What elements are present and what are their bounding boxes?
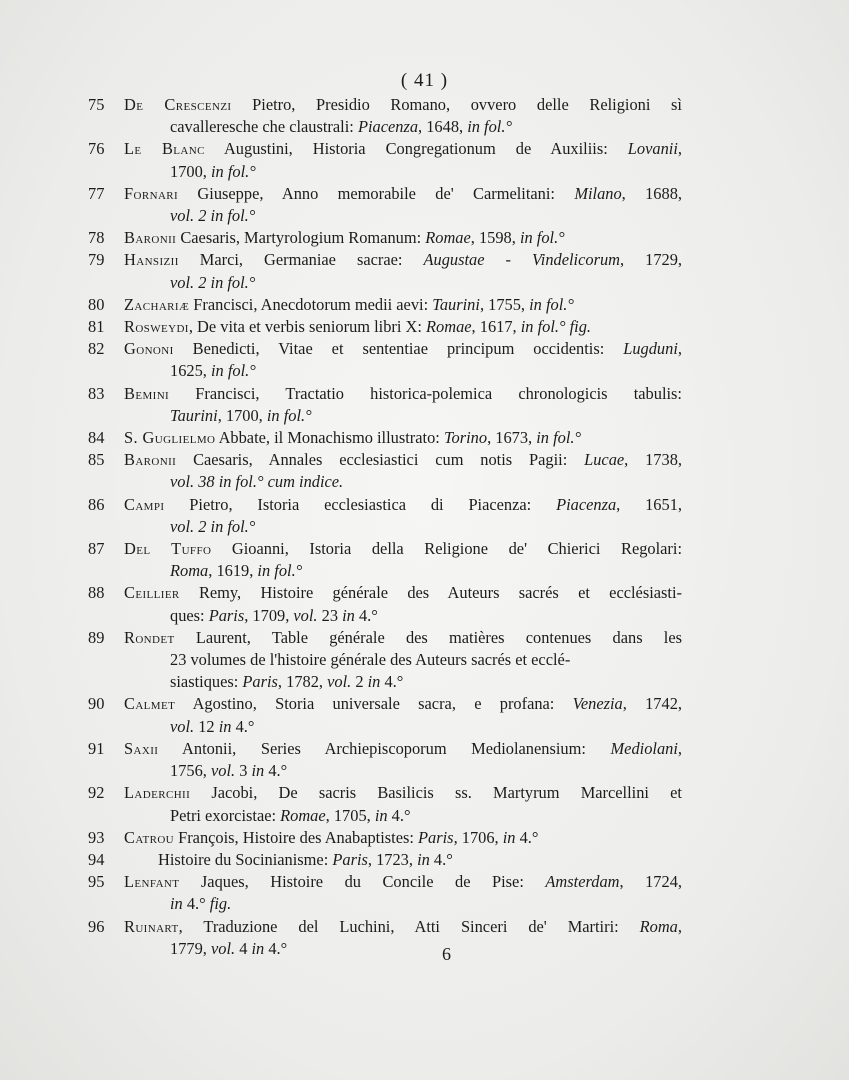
catalogue-entry xyxy=(88,249,682,293)
entry-line xyxy=(88,449,682,471)
entry-text: Francisci, Tractatio historica-polemica chronologicis tabulis: xyxy=(169,383,682,403)
italic-text: in xyxy=(374,805,388,825)
entry-text: 4.° xyxy=(264,761,288,781)
entry-line xyxy=(88,849,682,871)
entry-line xyxy=(88,205,682,227)
entry-text: , 1617, xyxy=(471,317,521,337)
catalogue-entry xyxy=(88,693,682,737)
italic-text: Venezia xyxy=(572,694,623,714)
italic-text: Taurini xyxy=(170,405,218,425)
catalogue-entry xyxy=(88,183,682,227)
entry-line xyxy=(88,138,682,160)
entry-text: , xyxy=(677,738,682,758)
entry-text: ques: xyxy=(170,605,209,625)
italic-text: in fol.° xyxy=(519,228,565,248)
entry-text: 4.° xyxy=(380,672,404,692)
italic-text: Lucae xyxy=(584,450,625,470)
author-name: Baronii xyxy=(124,450,177,470)
italic-text: Piacenza xyxy=(556,494,617,514)
entry-text: 4.° xyxy=(231,716,255,736)
entry-number: 78 xyxy=(88,228,105,248)
entry-number: 96 xyxy=(88,916,105,936)
entry-text: , Traduzione del Luchini, Atti Sinceri de' Martiri: xyxy=(178,916,640,936)
italic-text: in xyxy=(170,894,183,914)
entry-number: 83 xyxy=(88,383,105,403)
entry-text: 4.° xyxy=(429,849,453,869)
entry-line xyxy=(88,782,682,804)
entry-number: 88 xyxy=(88,583,105,603)
italic-text: in xyxy=(367,672,381,692)
entry-line xyxy=(88,893,682,915)
entry-line xyxy=(88,405,682,427)
entry-text: , 1723, xyxy=(367,849,418,869)
entry-text: 4.° xyxy=(515,827,539,847)
catalogue-entry xyxy=(88,782,682,826)
entry-line xyxy=(88,871,682,893)
author-name: Rondet xyxy=(124,627,175,647)
italic-text: Amsterdam xyxy=(545,872,620,892)
entry-text: , 1651, xyxy=(616,494,682,514)
entry-text: 1756, xyxy=(170,761,211,781)
italic-text: Mediolani xyxy=(610,738,678,758)
entry-line xyxy=(88,116,682,138)
italic-text: Torino xyxy=(443,428,488,448)
entry-text: , 1729, xyxy=(620,250,682,270)
entry-text: , 1724, xyxy=(619,872,682,892)
entry-text: Antonii, Series Archiepiscoporum Mediolanensium: xyxy=(158,738,611,758)
entry-text: Abbate, il Monachismo illustrato: xyxy=(215,428,444,448)
italic-text: vol. xyxy=(293,605,318,625)
entry-text: , xyxy=(677,339,682,359)
italic-text: Lugduni xyxy=(623,339,678,359)
author-name: De Crescenzi xyxy=(124,95,232,114)
entry-text: siastiques: xyxy=(170,672,243,692)
entry-text: 4.° xyxy=(354,605,378,625)
author-name: Hansizii xyxy=(124,250,179,270)
entry-text: , 1648, xyxy=(418,117,468,137)
entry-text: , 1705, xyxy=(325,805,375,825)
entry-line xyxy=(88,649,682,671)
entry-text: Remy, Histoire générale des Auteurs sacrés et ecclésiasti- xyxy=(179,583,682,603)
catalogue-entry xyxy=(88,138,682,182)
entry-number: 94 xyxy=(88,849,105,869)
entry-text: Francisci, Anecdotorum medii aevi: xyxy=(189,294,433,314)
italic-text: vol. 2 in fol.° xyxy=(170,272,256,292)
entry-text: François, Histoire des Anabaptistes: xyxy=(174,827,419,847)
italic-text: in fol.° xyxy=(529,294,574,314)
italic-text: Lovanii xyxy=(627,139,678,159)
entry-line xyxy=(88,627,682,649)
entry-text: Benedicti, Vitae et sententiae principum occidentis: xyxy=(173,339,624,359)
entry-text: , 1673, xyxy=(487,428,537,448)
italic-text: vol. xyxy=(210,938,236,958)
entry-text: , 1782, xyxy=(277,672,328,692)
entry-text: , 1738, xyxy=(624,450,682,470)
italic-text: Paris xyxy=(208,605,245,625)
entry-text: Pietro, Istoria ecclesiastica di Piacenza: xyxy=(164,494,557,514)
italic-text: in xyxy=(251,761,265,781)
entry-line xyxy=(88,471,682,493)
entry-line xyxy=(88,360,682,382)
italic-text: fig. xyxy=(209,894,232,914)
catalogue-entry xyxy=(88,738,682,782)
entry-text: Caesaris, Martyrologium Romanum: xyxy=(176,228,426,248)
entry-line xyxy=(88,693,682,715)
author-name: S. Guglielmo xyxy=(124,428,216,448)
italic-text: Roma xyxy=(170,561,209,581)
author-name: Lenfant xyxy=(124,872,180,892)
entry-line xyxy=(88,560,682,582)
italic-text: Romae xyxy=(425,228,471,248)
entry-text: , 1598, xyxy=(470,228,520,248)
entry-text: cavalleresche che claustrali: xyxy=(170,117,358,137)
entry-line xyxy=(88,716,682,738)
entry-text: 2 xyxy=(351,672,368,692)
entry-number: 81 xyxy=(88,317,105,337)
entry-text: , xyxy=(677,916,682,936)
italic-text: Piacenza xyxy=(357,117,419,137)
author-name: Ruinart xyxy=(124,916,179,936)
italic-text: Romae xyxy=(280,805,326,825)
italic-text: in fol.° xyxy=(210,361,256,381)
entry-number: 93 xyxy=(88,827,105,847)
italic-text: in fol.° xyxy=(536,428,582,448)
entry-text: Jaques, Histoire du Concile de Pise: xyxy=(179,872,546,892)
italic-text: vol. xyxy=(210,761,236,781)
author-name: Ceillier xyxy=(124,583,180,603)
entry-text: 1700, xyxy=(170,161,211,181)
italic-text: Taurini xyxy=(432,294,480,314)
author-name: Bemini xyxy=(124,383,170,403)
entry-line xyxy=(88,760,682,782)
entry-text: , 1742, xyxy=(622,694,682,714)
entry-text: 1779, xyxy=(170,938,211,958)
author-name: Catrou xyxy=(124,827,175,847)
entry-line xyxy=(88,272,682,294)
entry-line xyxy=(88,516,682,538)
catalogue-entry xyxy=(88,627,682,694)
italic-text: Paris xyxy=(332,849,368,869)
italic-text: Paris xyxy=(242,672,278,692)
entry-line xyxy=(88,161,682,183)
italic-text: vol. 2 in fol.° xyxy=(170,206,256,226)
entry-text: 1625, xyxy=(170,361,211,381)
entry-text: 4 xyxy=(235,938,252,958)
entry-text: 4.° xyxy=(182,894,210,914)
author-name: Gononi xyxy=(124,339,174,359)
catalogue-entry xyxy=(88,849,682,871)
author-name: Fornari xyxy=(124,183,179,203)
italic-text: in xyxy=(502,827,516,847)
entry-number: 77 xyxy=(88,183,105,203)
entry-line xyxy=(88,316,682,338)
entry-number: 89 xyxy=(88,627,105,647)
entry-number: 80 xyxy=(88,294,105,314)
entry-text: 23 volumes de l'histoire générale des Auteurs sacrés et ecclé- xyxy=(170,650,571,670)
catalogue-entry xyxy=(88,494,682,538)
entry-number: 95 xyxy=(88,872,105,892)
italic-text: Milano xyxy=(574,183,622,203)
italic-text: vol. xyxy=(170,716,195,736)
entry-text: , 1755, xyxy=(479,294,530,314)
entry-number: 91 xyxy=(88,738,105,758)
entry-number: 86 xyxy=(88,494,105,514)
italic-text: in fol.° xyxy=(210,161,256,181)
entry-text: Augustini, Historia Congregationum de Auxiliis: xyxy=(204,139,628,159)
entry-line xyxy=(88,827,682,849)
entry-text: 12 xyxy=(194,716,219,736)
entry-line xyxy=(88,671,682,693)
entry-number: 75 xyxy=(88,95,105,114)
italic-text: in fol.° xyxy=(257,561,303,581)
catalogue-entry xyxy=(88,916,682,960)
italic-text: in fol.° xyxy=(266,405,312,425)
catalogue-entry xyxy=(88,383,682,427)
italic-text: Roma xyxy=(639,916,678,936)
author-name: Saxii xyxy=(124,738,159,758)
author-name: Zachariæ xyxy=(124,294,190,314)
italic-text: vol. xyxy=(327,672,352,692)
italic-text: vol. 38 in fol.° cum indice. xyxy=(170,472,344,492)
catalogue-entry xyxy=(88,338,682,382)
entry-line xyxy=(88,538,682,560)
italic-text: vol. 2 in fol.° xyxy=(170,516,256,536)
catalogue-entry xyxy=(88,827,682,849)
author-name: Campi xyxy=(124,494,165,514)
catalogue-entry xyxy=(88,227,682,249)
entry-number: 82 xyxy=(88,339,105,359)
entry-number: 85 xyxy=(88,450,105,470)
entry-line xyxy=(88,338,682,360)
entry-number: 87 xyxy=(88,539,105,559)
entry-text: , 1688, xyxy=(621,183,682,203)
catalogue-entry xyxy=(88,294,682,316)
entry-text: , 1619, xyxy=(208,561,258,581)
entry-number: 84 xyxy=(88,428,105,448)
entry-text: Histoire du Socinianisme: xyxy=(158,849,333,869)
entry-text: Pietro, Presidio Romano, ovvero delle Religioni sì xyxy=(231,95,682,114)
entry-text: 3 xyxy=(235,761,252,781)
entry-text: 23 xyxy=(317,605,343,625)
italic-text: in xyxy=(251,938,265,958)
catalogue-entry xyxy=(88,316,682,338)
entry-text: Gioanni, Istoria della Religione de' Chierici Regolari: xyxy=(211,539,682,559)
entry-text: , xyxy=(677,139,682,159)
entry-number: 90 xyxy=(88,694,105,714)
author-name: Rosweydi xyxy=(124,317,189,337)
catalogue-entry xyxy=(88,449,682,493)
entry-text: 4.° xyxy=(387,805,411,825)
entry-line xyxy=(88,183,682,205)
entry-line xyxy=(88,249,682,271)
italic-text: in fol.° fig. xyxy=(520,317,592,337)
entry-line xyxy=(88,805,682,827)
entry-text: Agostino, Storia universale sacra, e profana: xyxy=(175,694,573,714)
entry-text: Petri exorcistae: xyxy=(170,805,281,825)
italic-text: Romae xyxy=(426,317,472,337)
entry-line xyxy=(88,494,682,516)
author-name: Le Blanc xyxy=(124,139,205,159)
entry-number: 92 xyxy=(88,783,105,803)
entry-line xyxy=(88,294,682,316)
italic-text: in xyxy=(417,849,430,869)
author-name: Calmet xyxy=(124,694,176,714)
entry-text: Giuseppe, Anno memorabile de' Carmelitani: xyxy=(178,183,575,203)
entry-text: Jacobi, De sacris Basilicis ss. Martyrum Marcellini et xyxy=(190,783,682,803)
author-name: Baronii xyxy=(124,228,177,248)
entry-line xyxy=(88,938,682,960)
entry-text: , 1700, xyxy=(217,405,267,425)
entry-text: 4.° xyxy=(264,938,288,958)
entry-line xyxy=(88,227,682,249)
catalogue-entry xyxy=(88,538,682,582)
entry-line xyxy=(88,916,682,938)
entry-line xyxy=(88,94,682,116)
italic-text: in xyxy=(218,716,232,736)
signature-mark: 6 xyxy=(442,944,451,964)
italic-text: Augustae - Vindelicorum xyxy=(423,250,620,270)
catalogue-entry xyxy=(88,582,682,626)
catalogue-entries xyxy=(88,94,682,960)
author-name: Laderchii xyxy=(124,783,191,803)
entry-number: 76 xyxy=(88,139,105,159)
entry-text: , 1706, xyxy=(453,827,503,847)
entry-text: Laurent, Table générale des matières contenues dans les xyxy=(174,627,682,647)
entry-text: Caesaris, Annales ecclesiastici cum notis Pagii: xyxy=(176,450,585,470)
catalogue-entry xyxy=(88,94,682,138)
catalogue-entry xyxy=(88,871,682,915)
entry-number: 79 xyxy=(88,250,105,270)
entry-line xyxy=(88,605,682,627)
entry-text: Marci, Germaniae sacrae: xyxy=(178,250,424,270)
author-name: Del Tuffo xyxy=(124,539,212,559)
entry-text: , 1709, xyxy=(244,605,294,625)
catalogue-entry xyxy=(88,427,682,449)
entry-line xyxy=(88,582,682,604)
page-number: ( 41 ) xyxy=(400,70,449,91)
italic-text: in xyxy=(342,605,355,625)
entry-line xyxy=(88,427,682,449)
entry-line xyxy=(88,738,682,760)
entry-line xyxy=(88,383,682,405)
italic-text: Paris xyxy=(418,827,454,847)
italic-text: in fol.° xyxy=(467,117,513,137)
entry-text: , De vita et verbis seniorum libri X: xyxy=(188,317,427,337)
